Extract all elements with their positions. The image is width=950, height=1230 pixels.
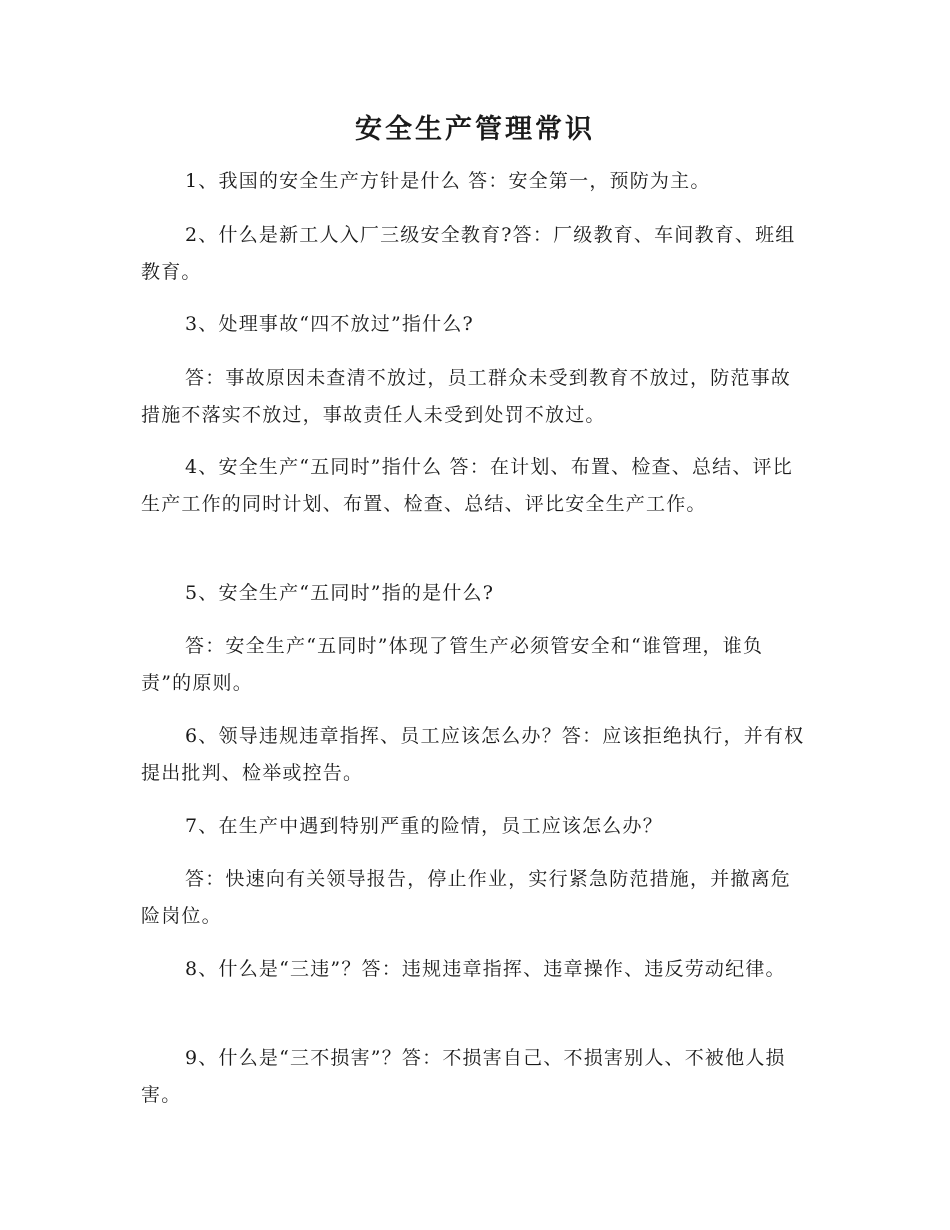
paragraph-8: 6、领导违规违章指挥、员工应该怎么办？答：应该拒绝执行，并有权提出批判、检举或控告。 [141,725,805,784]
paragraph-9: 7、在生产中遇到特别严重的险情，员工应该怎么办？ [185,815,663,837]
paragraph-2: 2、什么是新工人入厂三级安全教育?答：厂级教育、车间教育、班组教育。 [141,224,796,283]
paragraph-5: 4、安全生产“五同时”指什么 答：在计划、布置、检查、总结、评比生产工作的同时计划、布置、检查、总结、评比安全生产工作。 [141,456,793,515]
paragraph-1: 1、我国的安全生产方针是什么 答：安全第一，预防为主。 [185,170,711,192]
paragraph-12: 9、什么是“三不损害”？答：不损害自己、不损害别人、不被他人损害。 [141,1047,786,1106]
paragraph-10: 答：快速向有关领导报告，停止作业，实行紧急防范措施，并撤离危险岗位。 [141,868,792,927]
paragraph-3: 3、处理事故“四不放过”指什么? [185,313,474,335]
paragraph-4: 答：事故原因未查清不放过，员工群众未受到教育不放过，防范事故措施不落实不放过，事故责任人未受到处罚不放过。 [141,367,792,426]
paragraph-7: 答：安全生产“五同时”体现了管生产必须管安全和“谁管理，谁负责”的原则。 [141,635,764,694]
paragraph-11: 8、什么是“三违”？答：违规违章指挥、违章操作、违反劳动纪律。 [185,958,786,980]
paragraph-6: 5、安全生产“五同时”指的是什么? [185,582,495,604]
page-title: 安全生产管理常识 [355,114,595,145]
